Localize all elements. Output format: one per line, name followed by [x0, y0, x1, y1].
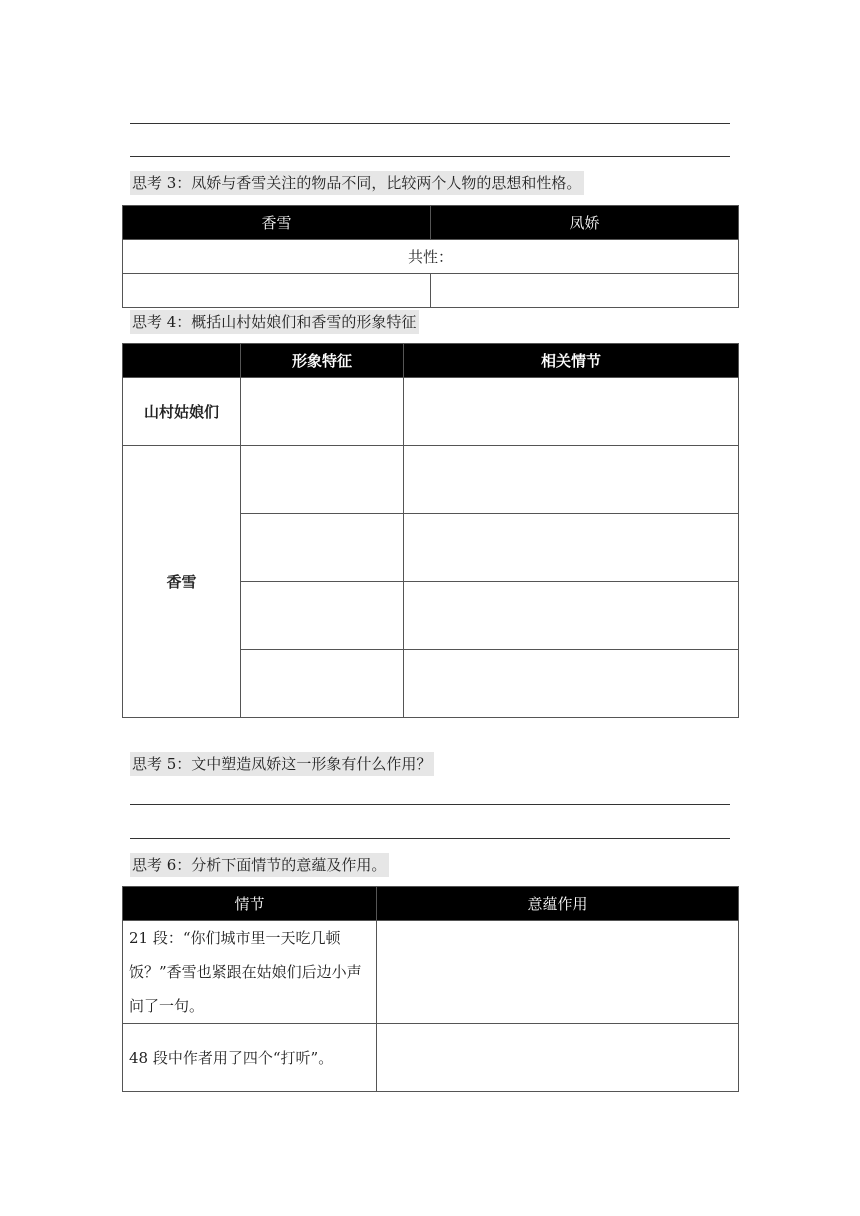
common-trait-label: 共性： [407, 248, 453, 266]
header-traits: 形象特征 [241, 344, 404, 378]
traits-cell[interactable] [241, 514, 404, 582]
answer-line[interactable] [130, 123, 730, 124]
plots-cell[interactable] [404, 650, 739, 718]
traits-cell[interactable] [241, 582, 404, 650]
plots-cell[interactable] [404, 446, 739, 514]
row-label-village-girls: 山村姑娘们 [123, 378, 241, 446]
plots-cell[interactable] [404, 378, 739, 446]
answer-line[interactable] [130, 156, 730, 157]
plots-cell[interactable] [404, 582, 739, 650]
plot-meaning-table [122, 886, 739, 1092]
meaning-answer-cell[interactable] [377, 921, 739, 1024]
plot-cell: 21 段：“你们城市里一天吃几顿饭？”香雪也紧跟在姑娘们后边小声问了一句。 [123, 921, 377, 1024]
plots-cell[interactable] [404, 514, 739, 582]
row-label-xiangxue: 香雪 [123, 446, 241, 718]
fengjiao-answer-cell[interactable] [431, 274, 739, 308]
compare-table [122, 205, 739, 308]
traits-cell[interactable] [241, 650, 404, 718]
header-plot: 情节 [123, 887, 377, 921]
common-trait-cell[interactable] [123, 240, 739, 274]
traits-cell[interactable] [241, 446, 404, 514]
header-plots: 相关情节 [404, 344, 739, 378]
header-fengjiao: 凤娇 [431, 206, 739, 240]
image-traits-table [122, 343, 739, 718]
traits-cell[interactable] [241, 378, 404, 446]
question-6-prompt: 思考 6：分析下面情节的意蕴及作用。 [130, 853, 389, 877]
header-blank [123, 344, 241, 378]
question-3-prompt: 思考 3：凤娇与香雪关注的物品不同，比较两个人物的思想和性格。 [130, 171, 584, 195]
question-5-prompt: 思考 5：文中塑造凤娇这一形象有什么作用？ [130, 752, 434, 776]
header-meaning: 意蕴作用 [377, 887, 739, 921]
plot-cell: 48 段中作者用了四个“打听”。 [123, 1024, 377, 1092]
answer-line[interactable] [130, 804, 730, 805]
xiangxue-answer-cell[interactable] [123, 274, 431, 308]
meaning-answer-cell[interactable] [377, 1024, 739, 1092]
question-4-prompt: 思考 4：概括山村姑娘们和香雪的形象特征 [130, 310, 419, 334]
answer-line[interactable] [130, 838, 730, 839]
header-xiangxue: 香雪 [123, 206, 431, 240]
